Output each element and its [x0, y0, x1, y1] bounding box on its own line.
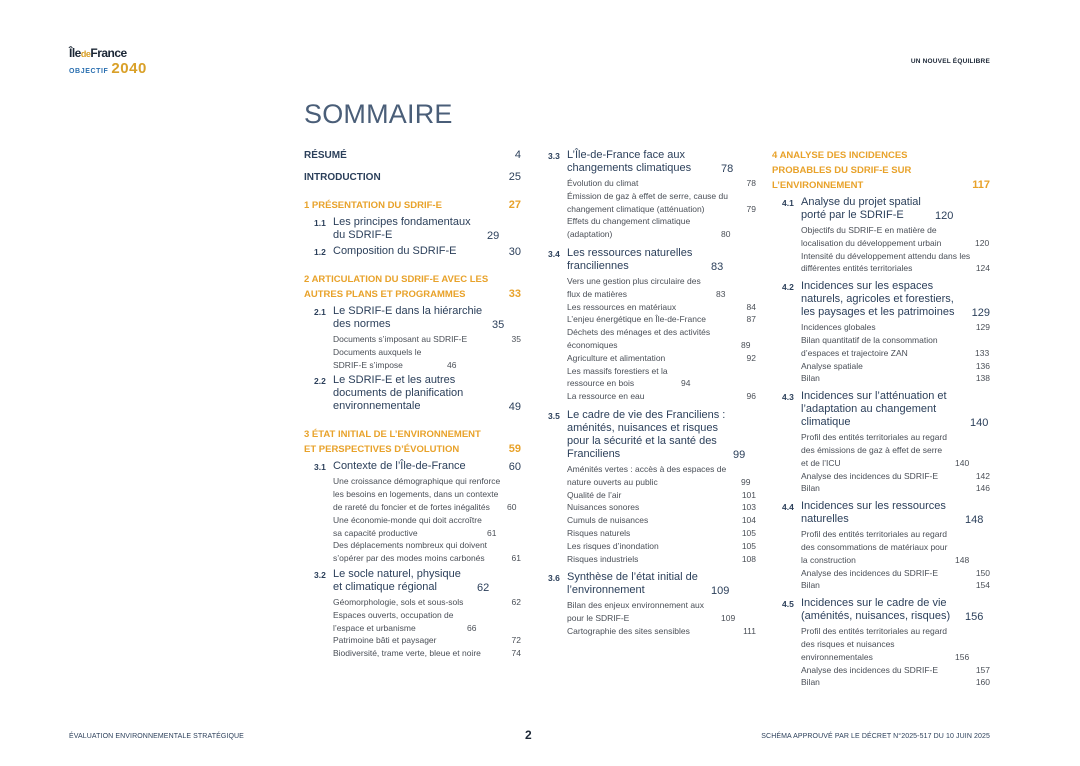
toc-subentry[interactable]: Profil des entités territoriales au regard des émissions de gaz à effet de serre et de l’ICU 140	[801, 432, 970, 468]
toc-subentry[interactable]: Profil des entités territoriales au regard des consommations de matériaux pour la construction 148	[801, 529, 970, 565]
toc-subentry[interactable]: Analyse des incidences du SDRIF-E 142	[801, 470, 990, 481]
toc-section-1-2[interactable]: 1.2 Composition du SDRIF-E 30	[314, 245, 521, 258]
toc-section-4-4[interactable]: 4.4 Incidences sur les ressources naturelles 148	[782, 500, 984, 527]
toc-subentry[interactable]: Profil des entités territoriales au regard des risques et nuisances environnementales 156	[801, 626, 970, 662]
region-logo: ÎledeFrance OBJECTIF 2040	[69, 46, 147, 77]
toc-subentry[interactable]: Incidences globales 129	[801, 322, 990, 333]
page-number: 2	[525, 728, 532, 742]
toc-subentry[interactable]: Risques naturels 105	[567, 527, 756, 538]
toc-subentry[interactable]: Évolution du climat 78	[567, 178, 756, 188]
toc-subentry[interactable]: Déchets des ménages et des activités économiques 89	[567, 327, 751, 350]
toc-section-2-2[interactable]: 2.2 Le SDRIF-E et les autres documents de planification environnementale 49	[314, 374, 521, 414]
footer-left: ÉVALUATION ENVIRONNEMENTALE STRATÉGIQUE	[69, 733, 244, 740]
toc-subentry[interactable]: Aménités vertes : accès à des espaces de nature ouverts au public 99	[567, 463, 751, 487]
toc-subentry[interactable]: Intensité du développement attendu dans les différentes entités territoriales 124	[801, 250, 990, 274]
toc-section-3-5[interactable]: 3.5 Le cadre de vie des Franciliens : aménités, nuisances et risques pour la sécurité et la santé des Franciliens 99	[548, 408, 746, 461]
toc-subentry[interactable]: Documents s’imposant au SDRIF-E 35	[333, 334, 521, 344]
toc-subentry[interactable]: Bilan quantitatif de la consommation d’espaces et trajectoire ZAN 133	[801, 334, 990, 358]
toc-subentry[interactable]: Effets du changement climatique (adaptation) 80	[567, 216, 731, 240]
toc-subentry[interactable]: Des déplacements nombreux qui doivent s’opérer par des modes moins carbonés 61	[333, 540, 521, 564]
toc-section-4-5[interactable]: 4.5 Incidences sur le cadre de vie (aménités, nuisances, risques) 156	[782, 597, 984, 624]
toc-subentry[interactable]: Les massifs forestiers et la ressource en bois 94	[567, 365, 691, 389]
toc-part-3[interactable]: 3 ÉTAT INITIAL DE L’ENVIRONNEMENT ET PERSPECTIVES D’ÉVOLUTION 59	[304, 429, 521, 456]
toc-part-4[interactable]: 4 ANALYSE DES INCIDENCES PROBABLES DU SDRIF-E SUR L’ENVIRONNEMENT 117	[772, 150, 990, 191]
footer-right: SCHÉMA APPROUVÉ PAR LE DÉCRET N°2025-517 DU 10 JUIN 2025	[761, 733, 990, 740]
toc-subentry[interactable]: Bilan 154	[801, 580, 990, 591]
toc-subentry[interactable]: Une croissance démographique qui renforce les besoins en logements, dans un contexte de rareté du foncier et de fortes inégalités 60	[333, 476, 517, 512]
toc-subentry[interactable]: Les ressources en matériaux 84	[567, 301, 756, 312]
toc-entry-introduction[interactable]: INTRODUCTION 25	[304, 171, 521, 183]
toc-subentry[interactable]: Qualité de l’air 101	[567, 489, 756, 500]
toc-subentry[interactable]: Biodiversité, trame verte, bleue et noire 74	[333, 648, 521, 659]
toc-section-1-1[interactable]: 1.1 Les principes fondamentaux du SDRIF-E 29	[314, 216, 500, 242]
toc-subentry[interactable]: Analyse spatiale 136	[801, 360, 990, 371]
toc-subentry[interactable]: Patrimoine bâti et paysager 72	[333, 635, 521, 646]
toc-subentry[interactable]: Objectifs du SDRIF-E en matière de localisation du développement urbain 120	[801, 225, 990, 248]
toc-section-4-3[interactable]: 4.3 Incidences sur l’atténuation et l’adaptation au changement climatique 140	[782, 390, 989, 430]
toc-section-3-6[interactable]: 3.6 Synthèse de l’état initial de l’environnement 109	[548, 571, 730, 598]
toc-subentry[interactable]: Nuisances sonores 103	[567, 502, 756, 513]
toc-column-3	[772, 146, 990, 692]
toc-subentry[interactable]: Cumuls de nuisances 104	[567, 515, 756, 526]
toc-subentry[interactable]: Documents auxquels le SDRIF-E s’impose 46	[333, 346, 457, 370]
toc-subentry[interactable]: L’enjeu énergétique en Île-de-France 87	[567, 314, 756, 325]
toc-subentry[interactable]: Cartographie des sites sensibles 111	[567, 625, 756, 636]
toc-subentry[interactable]: Risques industriels 108	[567, 553, 756, 564]
toc-subentry[interactable]: Une économie-monde qui doit accroître sa capacité productive 61	[333, 514, 497, 538]
toc-subentry[interactable]: Espaces ouverts, occupation de l’espace et urbanisme 66	[333, 609, 477, 633]
header-tagline: UN NOUVEL ÉQUILIBRE	[910, 58, 990, 65]
toc-subentry[interactable]: Bilan 146	[801, 483, 990, 494]
toc-section-4-2[interactable]: 4.2 Incidences sur les espaces naturels, agricoles et forestiers, les paysages et les patrimoines 129	[782, 280, 990, 320]
toc-subentry[interactable]: Bilan 138	[801, 373, 990, 384]
toc-section-2-1[interactable]: 2.1 Le SDRIF-E dans la hiérarchie des normes 35	[314, 305, 505, 331]
toc-section-4-1[interactable]: 4.1 Analyse du projet spatial porté par le SDRIF-E 120	[782, 196, 954, 222]
toc-column-2	[548, 146, 756, 641]
toc-subentry[interactable]: Bilan des enjeux environnement aux pour le SDRIF-E 109	[567, 600, 736, 624]
toc-subentry[interactable]: Les risques d’inondation 105	[567, 540, 756, 551]
toc-subentry[interactable]: Bilan 160	[801, 677, 990, 688]
toc-section-3-4[interactable]: 3.4 Les ressources naturelles franciliennes 83	[548, 246, 724, 273]
toc-subentry[interactable]: Géomorphologie, sols et sous-sols 62	[333, 596, 521, 607]
toc-part-1[interactable]: 1 PRÉSENTATION DU SDRIF-E 27	[304, 199, 521, 211]
toc-subentry[interactable]: Vers une gestion plus circulaire des flux de matières 83	[567, 275, 726, 299]
toc-subentry[interactable]: Analyse des incidences du SDRIF-E 157	[801, 664, 990, 675]
page-title: SOMMAIRE	[304, 99, 453, 129]
toc-section-3-1[interactable]: 3.1 Contexte de l’Île-de-France 60	[314, 460, 521, 474]
toc-subentry[interactable]: La ressource en eau 96	[567, 391, 756, 402]
toc-section-3-2[interactable]: 3.2 Le socle naturel, physique et climatique régional 62	[314, 567, 490, 594]
toc-entry-resume[interactable]: RÉSUMÉ 4	[304, 149, 521, 161]
toc-column-1	[304, 146, 521, 663]
toc-part-2[interactable]: 2 ARTICULATION DU SDRIF-E AVEC LES AUTRES PLANS ET PROGRAMMES 33	[304, 274, 521, 300]
toc-subentry[interactable]: Émission de gaz à effet de serre, cause du changement climatique (atténuation) 79	[567, 190, 756, 214]
toc-subentry[interactable]: Agriculture et alimentation 92	[567, 352, 756, 363]
toc-section-3-3[interactable]: 3.3 L’Île-de-France face aux changements climatiques 78	[548, 149, 734, 175]
toc-subentry[interactable]: Analyse des incidences du SDRIF-E 150	[801, 567, 990, 578]
